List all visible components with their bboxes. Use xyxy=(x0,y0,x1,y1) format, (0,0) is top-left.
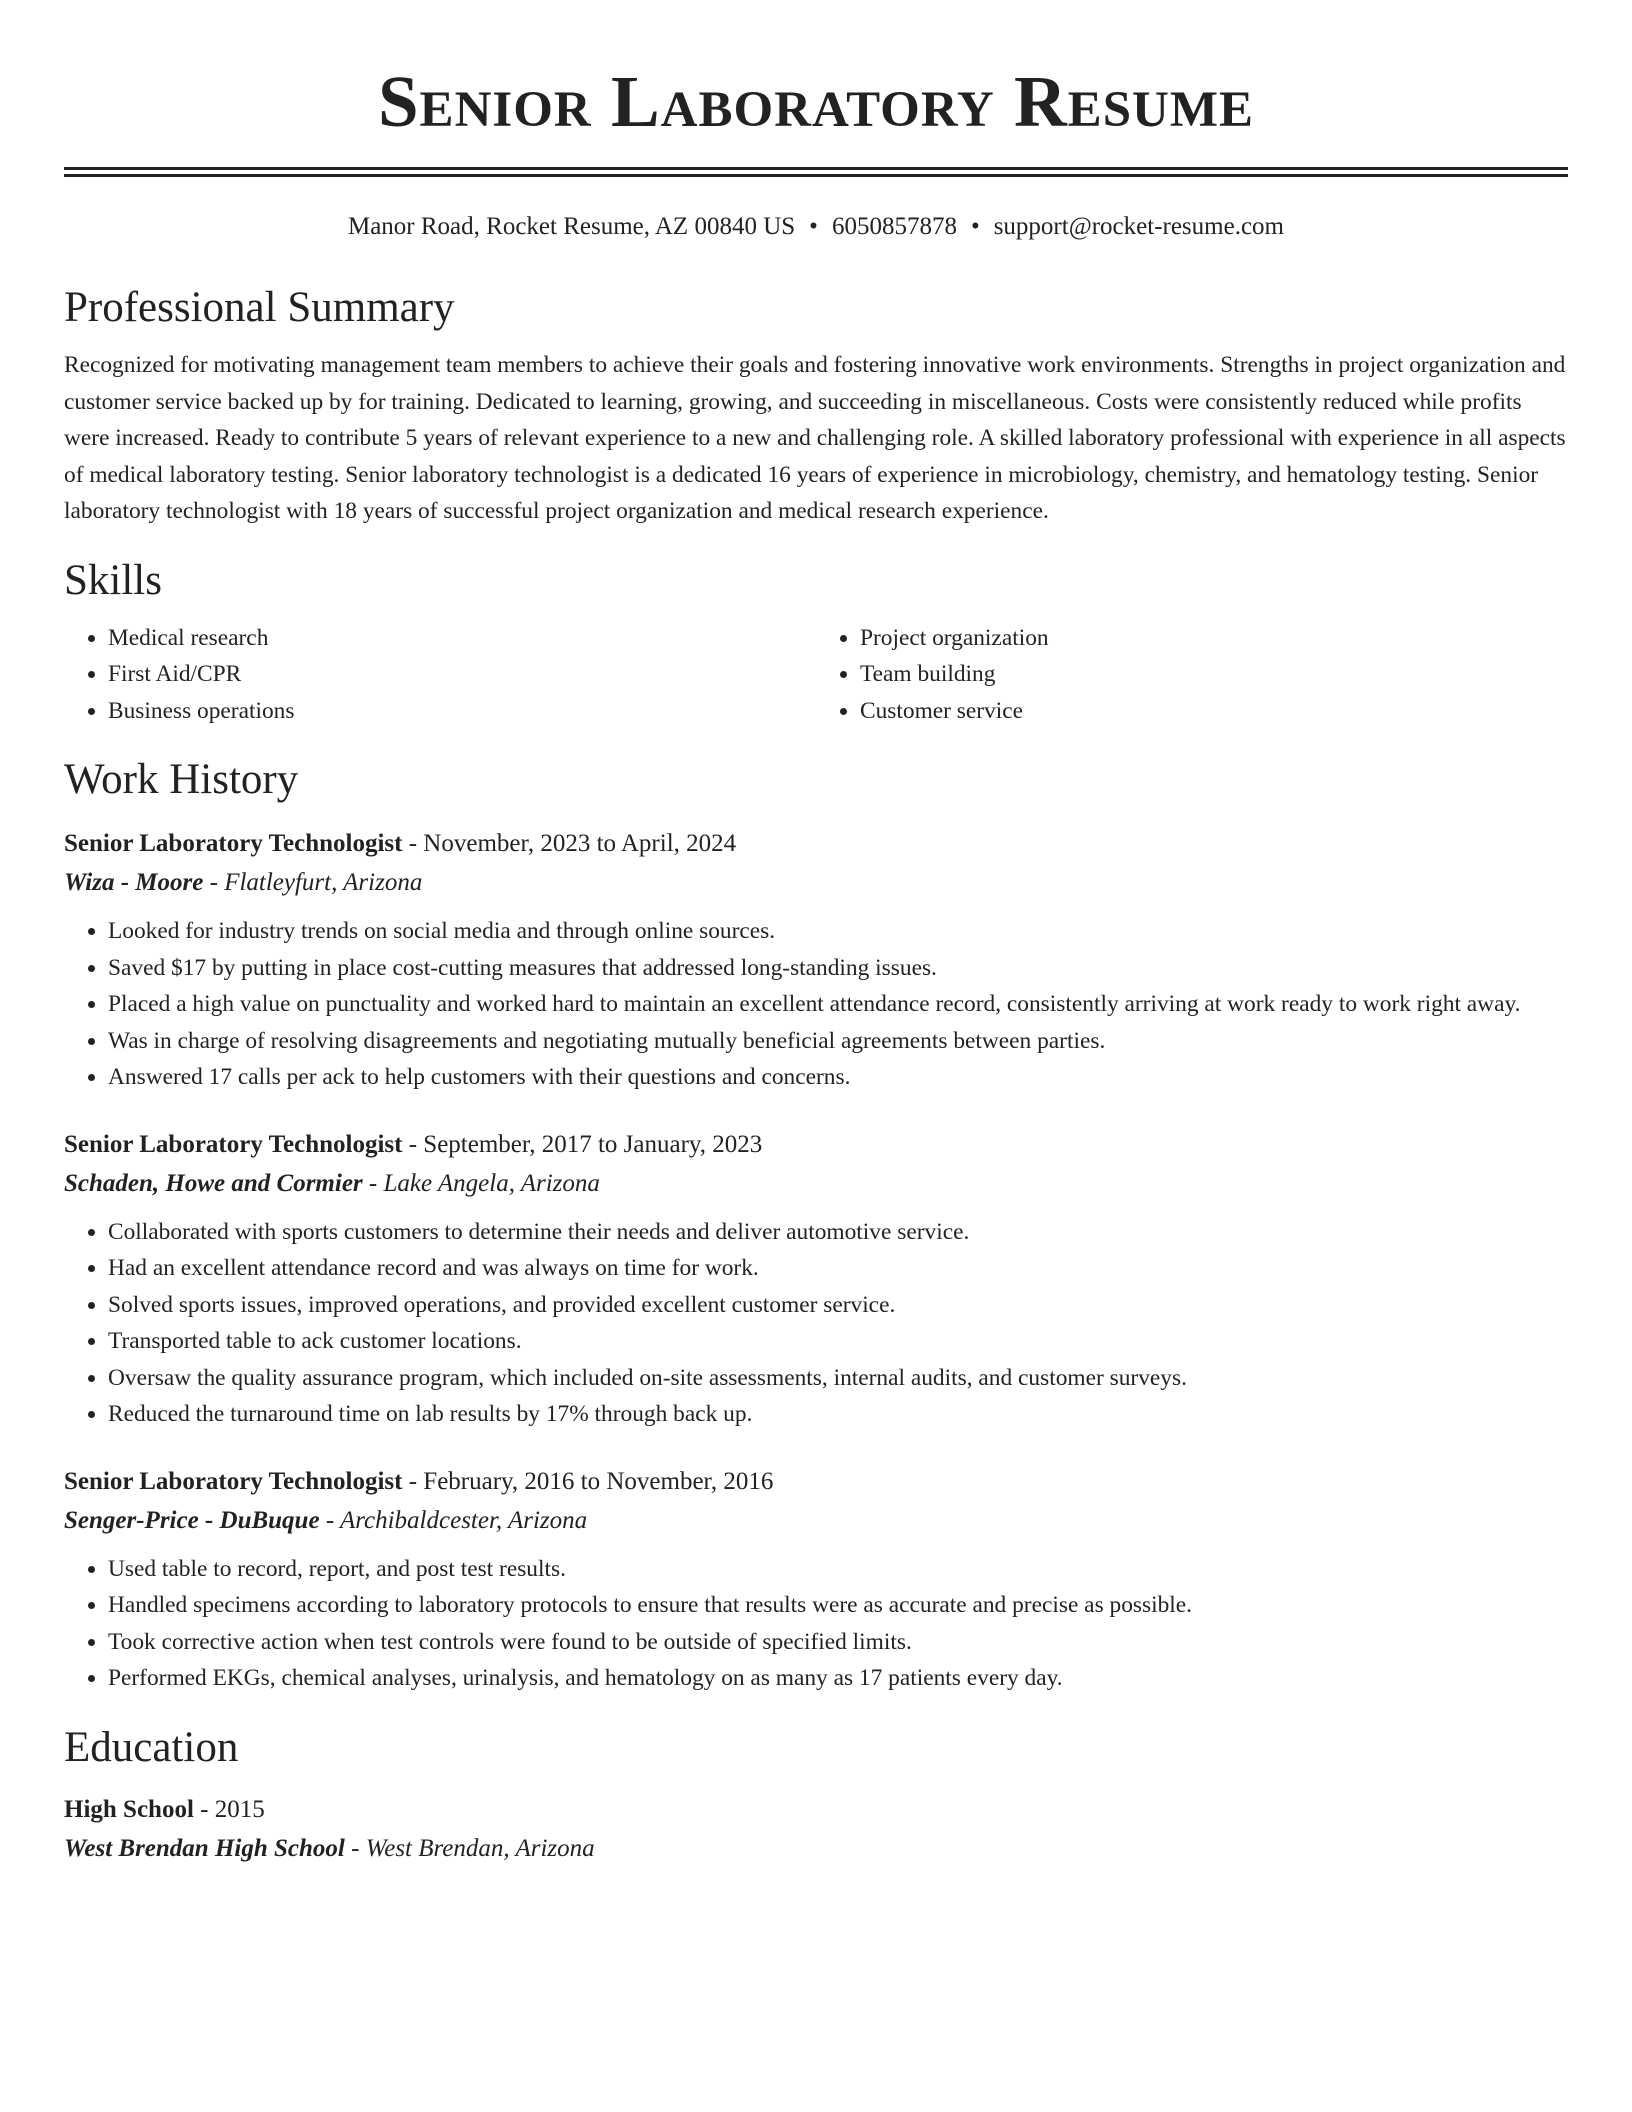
job-bullet: • Saved $17 by putting in place cost-cutting measures that addressed long-standing issues. xyxy=(108,950,1568,987)
job-bullets xyxy=(64,1551,1568,1697)
education-degree-line: High School - 2015 xyxy=(64,1795,265,1823)
job-bullet: • Placed a high value on punctuality and worked hard to maintain an excellent attendance record, consistently arriving at work ready to work right away. xyxy=(108,986,1568,1023)
job-title-line: Senior Laboratory Technologist - February, 2016 to November, 2016 xyxy=(64,1467,774,1495)
work-history-heading: Work History xyxy=(64,756,299,803)
job-company-line: Senger-Price - DuBuque - Archibaldcester, Arizona xyxy=(64,1506,588,1534)
contact-address: Manor Road, Rocket Resume, AZ 00840 US xyxy=(347,213,796,240)
job-company: Senger-Price - DuBuque xyxy=(64,1506,320,1534)
job-bullet: • Oversaw the quality assurance program, which included on-site assessments, internal audits, and customer surveys. xyxy=(108,1360,1568,1397)
job-company: Schaden, Howe and Cormier xyxy=(64,1169,363,1197)
education-school-line: West Brendan High School - West Brendan, Arizona xyxy=(64,1834,595,1862)
skills-column-right xyxy=(816,620,1568,730)
job-company-line: Schaden, Howe and Cormier - Lake Angela, Arizona xyxy=(64,1169,600,1197)
job-title: Senior Laboratory Technologist xyxy=(64,830,403,857)
job-location: Lake Angela, Arizona xyxy=(383,1169,600,1197)
job-bullet: • Was in charge of resolving disagreements and negotiating mutually beneficial agreements between parties. xyxy=(108,1023,1568,1060)
skill-item: • Team building xyxy=(860,656,1568,693)
job-bullet: • Reduced the turnaround time on lab results by 17% through back up. xyxy=(108,1396,1568,1433)
title-divider xyxy=(64,167,1568,177)
job-bullets xyxy=(64,913,1568,1096)
education-location: West Brendan, Arizona xyxy=(365,1834,595,1862)
skill-item: • Project organization xyxy=(860,620,1568,657)
job-title: Senior Laboratory Technologist xyxy=(64,1467,403,1495)
contact-email: support@rocket-resume.com xyxy=(993,213,1284,240)
education-entry xyxy=(64,1791,1568,1869)
job-dates: September, 2017 to January, 2023 xyxy=(423,1130,763,1158)
education-year: 2015 xyxy=(214,1795,265,1823)
job-dates: February, 2016 to November, 2016 xyxy=(423,1467,774,1495)
job-bullet: • Performed EKGs, chemical analyses, urinalysis, and hematology on as many as 17 patients every day. xyxy=(108,1660,1568,1697)
job-title: Senior Laboratory Technologist xyxy=(64,1130,403,1158)
contact-separator: • xyxy=(809,213,818,240)
job-bullets xyxy=(64,1214,1568,1433)
job-title-line: Senior Laboratory Technologist - November, 2023 to April, 2024 xyxy=(64,830,737,857)
skills-heading: Skills xyxy=(64,556,162,604)
contact-separator: • xyxy=(970,213,980,240)
skill-item: • First Aid/CPR xyxy=(108,656,816,693)
summary-heading: Professional Summary xyxy=(64,284,455,331)
job-bullet: • Collaborated with sports customers to determine their needs and deliver automotive service. xyxy=(108,1214,1568,1251)
job-dates: November, 2023 to April, 2024 xyxy=(423,830,737,857)
page-title: Senior Laboratory Resume xyxy=(377,61,1255,142)
job-entry xyxy=(64,1126,1568,1433)
education-degree: High School xyxy=(64,1795,194,1823)
job-bullet: • Took corrective action when test controls were found to be outside of specified limits. xyxy=(108,1624,1568,1661)
job-company: Wiza - Moore xyxy=(64,869,204,896)
job-bullet: • Used table to record, report, and post test results. xyxy=(108,1551,1568,1588)
job-bullet: • Transported table to ack customer locations. xyxy=(108,1323,1568,1360)
skills-column-left xyxy=(64,620,816,730)
job-location: Archibaldcester, Arizona xyxy=(339,1506,588,1534)
skills-list xyxy=(64,620,1568,730)
skill-item: • Customer service xyxy=(860,693,1568,730)
education-heading: Education xyxy=(64,1723,239,1771)
contact-phone: 6050857878 xyxy=(831,213,957,240)
job-bullet: • Looked for industry trends on social media and through online sources. xyxy=(108,913,1568,950)
job-title-line: Senior Laboratory Technologist - September, 2017 to January, 2023 xyxy=(64,1130,763,1158)
job-bullet: • Handled specimens according to laboratory protocols to ensure that results were as accurate and precise as possible. xyxy=(108,1587,1568,1624)
contact-line xyxy=(64,211,1568,243)
job-bullet: • Answered 17 calls per ack to help customers with their questions and concerns. xyxy=(108,1059,1568,1096)
job-bullet: • Had an excellent attendance record and was always on time for work. xyxy=(108,1250,1568,1287)
skill-item: • Medical research xyxy=(108,620,816,657)
job-bullet: • Solved sports issues, improved operations, and provided excellent customer service. xyxy=(108,1287,1568,1324)
skill-item: • Business operations xyxy=(108,693,816,730)
job-location: Flatleyfurt, Arizona xyxy=(224,869,423,896)
job-entry xyxy=(64,1463,1568,1697)
education-school: West Brendan High School xyxy=(64,1834,345,1862)
job-company-line: Wiza - Moore - Flatleyfurt, Arizona xyxy=(64,869,423,896)
summary-text: Recognized for motivating management team members to achieve their goals and fostering innovative work environments. Strengths in project organization and customer service backed up by for training. Dedicated to learning, growing, and succeeding in miscellaneous. Costs were consistently reduced while profits were increased. Ready to contribute 5 years of relevant experience to a new and challenging role. A skilled laboratory professional with experience in all aspects of medical laboratory testing. Senior laboratory technologist is a dedicated 16 years of experience in microbiology, chemistry, and hematology testing. Senior laboratory technologist with 18 years of successful project organization and medical research experience. xyxy=(64,352,1566,524)
job-entry xyxy=(64,825,1568,1096)
